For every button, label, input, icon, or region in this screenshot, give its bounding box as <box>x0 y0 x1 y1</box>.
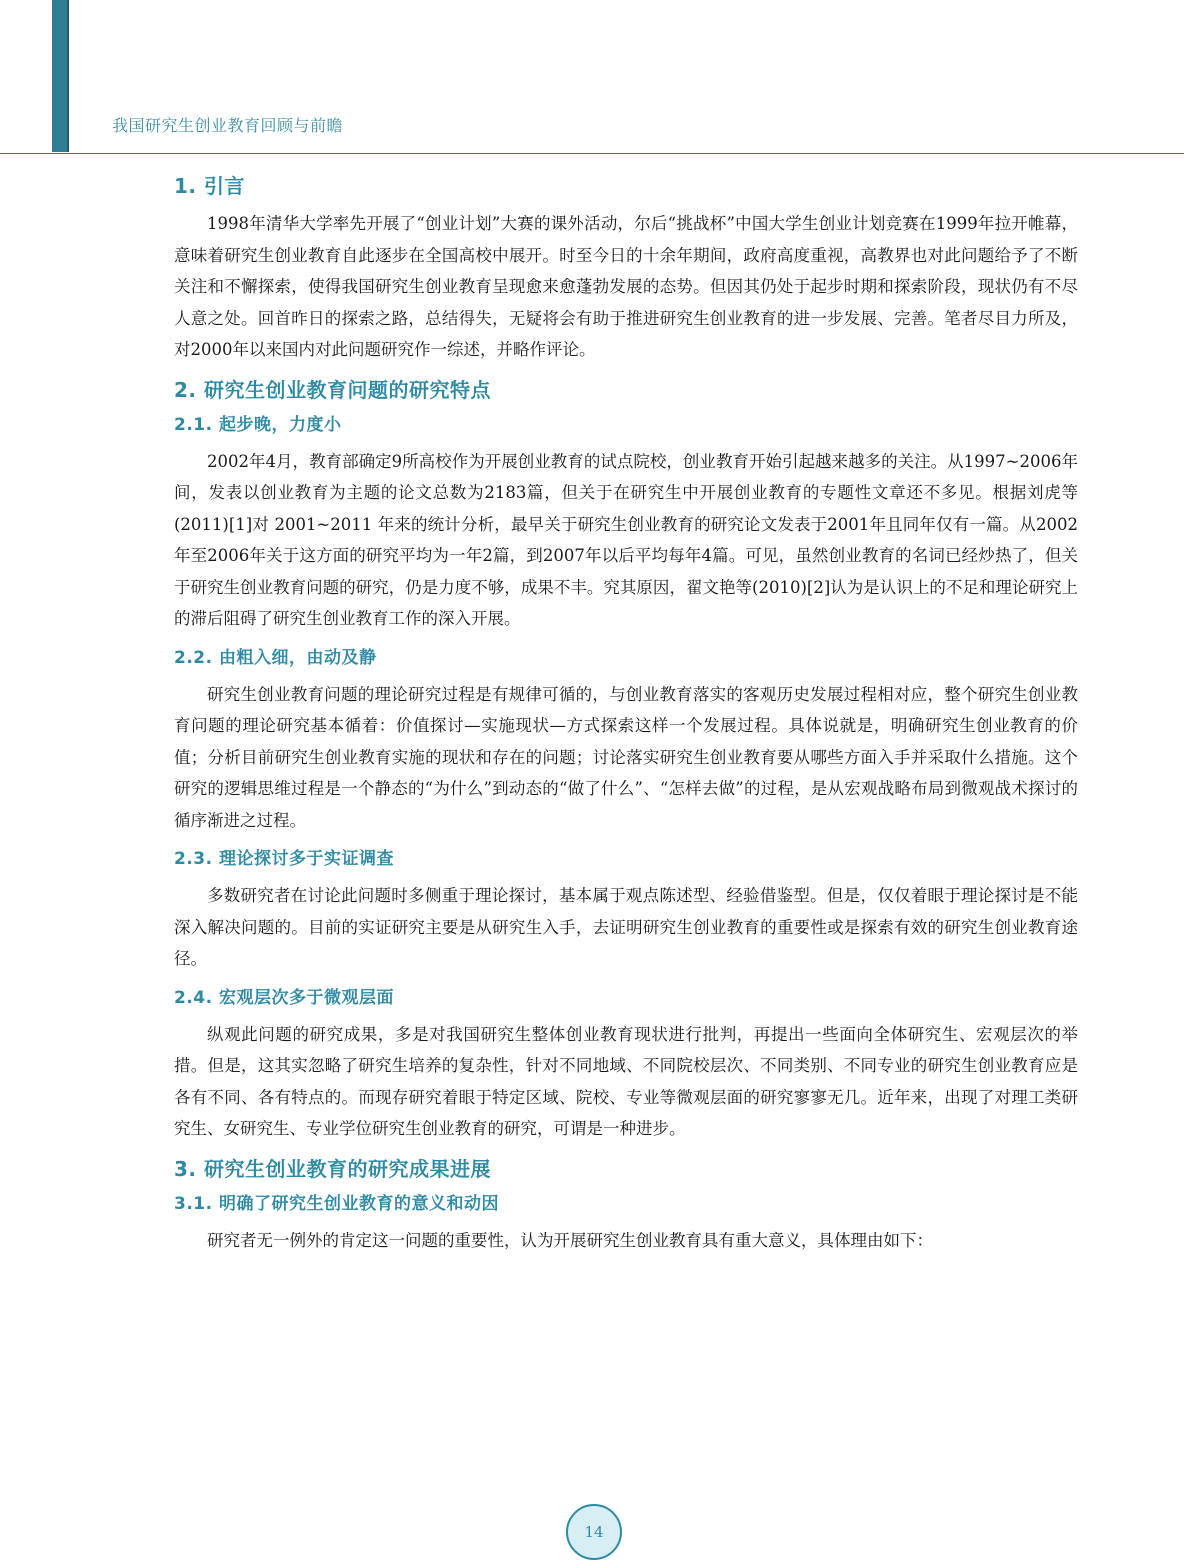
subsection-heading-2-3: 2.3. 理论探讨多于实证调查 <box>174 849 394 869</box>
page-number: 14 <box>584 1523 604 1541</box>
subsection-heading-2-4: 2.4. 宏观层次多于微观层面 <box>174 987 394 1008</box>
section-heading-3: 3. 研究生创业教育的研究成果进展 <box>174 1156 491 1181</box>
page-number-badge <box>566 1504 622 1560</box>
subsection-heading-2-1: 2.1. 起步晚，力度小 <box>174 414 342 435</box>
running-title: 我国研究生创业教育回顾与前瞻 <box>112 116 344 135</box>
paragraph: 多数研究者在讨论此问题时多侧重于理论探讨，基本属于观点陈述型、经验借鉴型。但是，仅仅着眼于理论探讨是不能深入解决问题的。目前的实证研究主要是从研究生入手，去证明研究生创业教育的重要性或是探索有效的研究生创业教育途径。 <box>174 886 1078 968</box>
section-heading-2: 2. 研究生创业教育问题的研究特点 <box>174 377 491 402</box>
subsection-heading-2-2: 2.2. 由粗入细，由动及静 <box>174 647 377 668</box>
subsection-heading-3-1: 3.1. 明确了研究生创业教育的意义和动因 <box>174 1193 499 1214</box>
article-body <box>174 172 1078 1266</box>
paragraph: 1998年清华大学率先开展了“创业计划”大赛的课外活动，尔后“挑战杯”中国大学生创业计划竞赛在1999年拉开帷幕，意味着研究生创业教育自此逐步在全国高校中展开。时至今日的十余年期间，政府高度重视，高教界也对此问题给予了不断关注和不懈探索，使得我国研究生创业教育呈现愈来愈蓬勃发展的态势。但因其仍处于起步时期和探索阶段，现状仍有不尽人意之处。回首昨日的探索之路，总结得失，无疑将会有助于推进研究生创业教育的进一步发展、完善。笔者尽目力所及，对2000年以来国内对此问题研究作一综述，并略作评论。 <box>174 214 1078 359</box>
header-accent-bar <box>52 0 69 152</box>
paragraph: 纵观此问题的研究成果，多是对我国研究生整体创业教育现状进行批判，再提出一些面向全体研究生、宏观层次的举措。但是，这其实忽略了研究生培养的复杂性，针对不同地域、不同院校层次、不同类别、不同专业的研究生创业教育应是各有不同、各有特点的。而现存研究着眼于特定区域、院校、专业等微观层面的研究寥寥无几。近年来，出现了对理工类研究生、女研究生、专业学位研究生创业教育的研究，可谓是一种进步。 <box>174 1024 1078 1138</box>
paragraph: 研究生创业教育问题的理论研究过程是有规律可循的，与创业教育落实的客观历史发展过程相对应，整个研究生创业教育问题的理论研究基本循着：价值探讨—实施现状—方式探索这样一个发展过程。具体说就是，明确研究生创业教育的价值；分析目前研究生创业教育实施的现状和存在的问题；讨论落实研究生创业教育要从哪些方面入手并采取什么措施。这个研究的逻辑思维过程是一个静态的“为什么”到动态的“做了什么”、“怎样去做”的过程，是从宏观战略布局到微观战术探讨的循序渐进之过程。 <box>174 684 1079 830</box>
section-heading-1: 1. 引言 <box>174 174 245 198</box>
paragraph: 研究者无一例外的肯定这一问题的重要性，认为开展研究生创业教育具有重大意义，具体理由如下： <box>207 1230 933 1250</box>
header-rule <box>0 153 1184 154</box>
paragraph: 2002年4月，教育部确定9所高校作为开展创业教育的试点院校，创业教育开始引起越来越多的关注。从1997~2006年间，发表以创业教育为主题的论文总数为2183篇，但关于在研究生中开展创业教育的专题性文章还不多见。根据刘虎等(2011)[1]对 2001~2011 年来的统计分析，最早关于研究生创业教育的研究论文发表于2001年且同年仅有一篇。从2002年至2006年关于这方面的研究平均为一年2篇，到2007年以后平均每年4篇。可见，虽然创业教育的名词已经炒热了，但关于研究生创业教育问题的研究，仍是力度不够，成果不丰。究其原因，翟文艳等(2010)[2]认为是认识上的不足和理论研究上的滞后阻碍了研究生创业教育工作的深入开展。 <box>174 451 1078 628</box>
